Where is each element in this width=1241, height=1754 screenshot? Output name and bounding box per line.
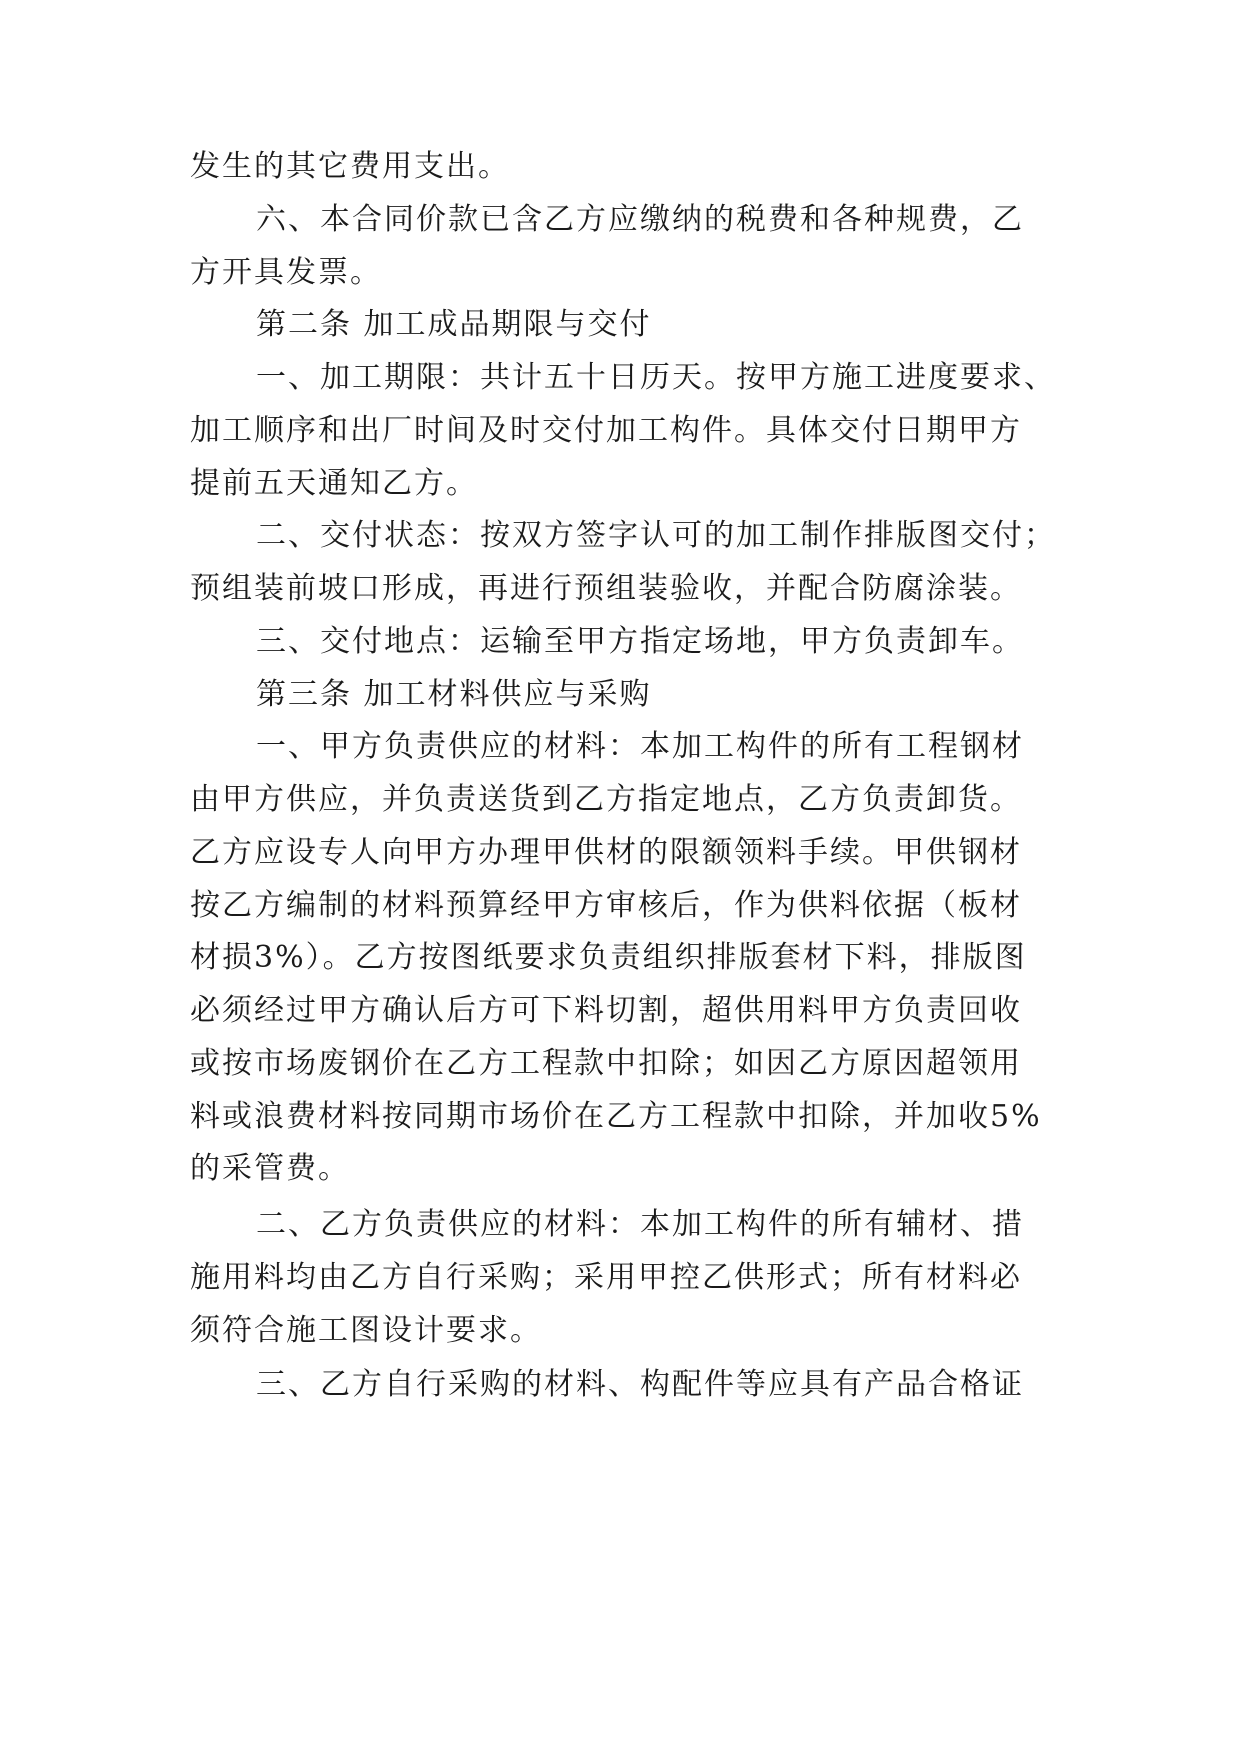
- section-heading: 第三条 加工材料供应与采购: [256, 677, 652, 712]
- text-line: 一、加工期限：共计五十日历天。按甲方施工进度要求、: [256, 360, 1056, 395]
- text-line: 由甲方供应，并负责送货到乙方指定地点，乙方负责卸货。: [190, 782, 1022, 817]
- text-line: 必须经过甲方确认后方可下料切割，超供用料甲方负责回收: [190, 993, 1022, 1028]
- section-heading: 第二条 加工成品期限与交付: [256, 307, 652, 342]
- text-line: 提前五天通知乙方。: [190, 466, 478, 501]
- text-line: 三、交付地点：运输至甲方指定场地，甲方负责卸车。: [256, 624, 1024, 659]
- text-line: 按乙方编制的材料预算经甲方审核后，作为供料依据（板材: [190, 888, 1022, 923]
- text-line: 方开具发票。: [190, 255, 382, 290]
- text-line: 一、甲方负责供应的材料：本加工构件的所有工程钢材: [256, 729, 1024, 764]
- text-line: 材损3%）。乙方按图纸要求负责组织排版套材下料，排版图: [190, 940, 1027, 975]
- text-line: 发生的其它费用支出。: [190, 149, 510, 184]
- text-line: 须符合施工图设计要求。: [190, 1313, 542, 1348]
- text-line: 的采管费。: [190, 1151, 350, 1186]
- text-line: 或按市场废钢价在乙方工程款中扣除；如因乙方原因超领用: [190, 1046, 1022, 1081]
- text-line: 六、本合同价款已含乙方应缴纳的税费和各种规费，乙: [256, 202, 1024, 237]
- text-line: 乙方应设专人向甲方办理甲供材的限额领料手续。甲供钢材: [190, 835, 1022, 870]
- text-line: 加工顺序和出厂时间及时交付加工构件。具体交付日期甲方: [190, 413, 1022, 448]
- text-line: 料或浪费材料按同期市场价在乙方工程款中扣除，并加收5%: [190, 1099, 1042, 1134]
- text-line: 三、乙方自行采购的材料、构配件等应具有产品合格证: [256, 1367, 1024, 1402]
- text-line: 二、交付状态：按双方签字认可的加工制作排版图交付；: [256, 518, 1056, 553]
- text-line: 预组装前坡口形成，再进行预组装验收，并配合防腐涂装。: [190, 571, 1022, 606]
- text-line: 二、乙方负责供应的材料：本加工构件的所有辅材、措: [256, 1207, 1024, 1242]
- text-line: 施用料均由乙方自行采购；采用甲控乙供形式；所有材料必: [190, 1260, 1022, 1295]
